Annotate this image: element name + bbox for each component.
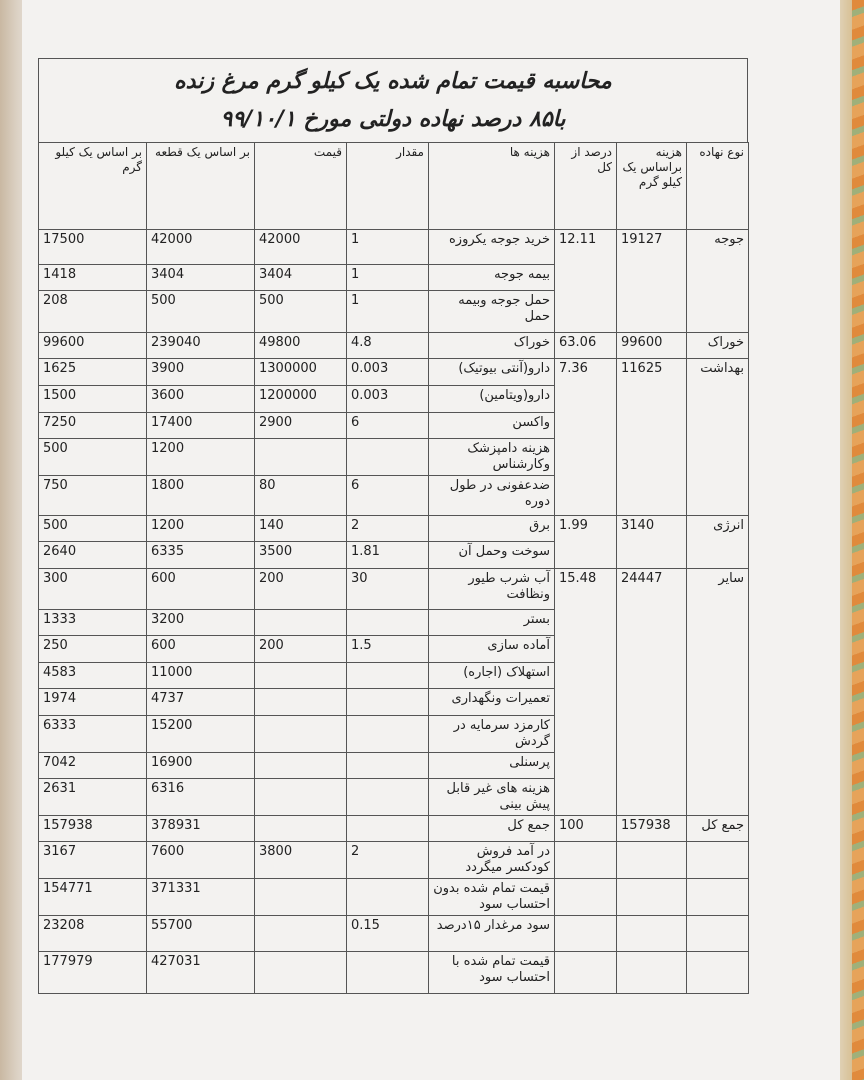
item-cell: استهلاک (اجاره)	[429, 663, 555, 689]
per-kg-cell: 99600	[39, 333, 147, 359]
header-per-kg: بر اساس یک کیلو گرم	[39, 143, 147, 230]
per-kg-cell: 7250	[39, 413, 147, 439]
background-fabric	[852, 0, 864, 1080]
per-kg-cell: 4583	[39, 663, 147, 689]
item-cell: پرسنلی	[429, 753, 555, 779]
per-piece-cell: 15200	[147, 716, 255, 753]
price-cell: 200	[255, 569, 347, 610]
per-piece-cell: 3900	[147, 359, 255, 386]
per-kg-cell: 6333	[39, 716, 147, 753]
item-cell: قیمت تمام شده بدون احتساب سود	[429, 879, 555, 916]
per-kg-cell: 3167	[39, 842, 147, 879]
per-kg-cell: 1500	[39, 386, 147, 413]
total-qty-cell	[347, 816, 429, 842]
per-kg-cell: 1625	[39, 359, 147, 386]
price-cell	[255, 610, 347, 636]
item-cell: خرید جوجه یکروزه	[429, 230, 555, 265]
empty-cell	[555, 916, 617, 952]
per-piece-cell: 239040	[147, 333, 255, 359]
header-qty: مقدار	[347, 143, 429, 230]
item-cell: تعمیرات ونگهداری	[429, 689, 555, 716]
qty-cell	[347, 879, 429, 916]
qty-cell: 1	[347, 265, 429, 291]
item-cell: بستر	[429, 610, 555, 636]
price-cell: 1200000	[255, 386, 347, 413]
qty-cell	[347, 663, 429, 689]
empty-cell	[687, 916, 749, 952]
per-kg-cell: 23208	[39, 916, 147, 952]
qty-cell	[347, 439, 429, 476]
per-piece-cell: 55700	[147, 916, 255, 952]
qty-cell: 1.81	[347, 542, 429, 569]
item-cell: حمل جوجه وبیمه حمل	[429, 291, 555, 333]
qty-cell	[347, 779, 429, 816]
price-cell	[255, 689, 347, 716]
empty-cell	[687, 842, 749, 879]
table-row	[39, 516, 749, 542]
title-box	[38, 58, 748, 143]
qty-cell: 6	[347, 413, 429, 439]
item-cell: در آمد فروش کودکسر میگردد	[429, 842, 555, 879]
empty-cell	[687, 879, 749, 916]
per-piece-cell: 600	[147, 569, 255, 610]
item-cell: دارو(ویتامین)	[429, 386, 555, 413]
empty-cell	[617, 842, 687, 879]
table-row	[39, 359, 749, 386]
per-piece-cell: 16900	[147, 753, 255, 779]
per-piece-cell: 600	[147, 636, 255, 663]
cost-sheet	[38, 58, 748, 1033]
price-cell: 3404	[255, 265, 347, 291]
per-kg-cell: 1974	[39, 689, 147, 716]
per-kg-cell: 250	[39, 636, 147, 663]
price-cell: 3800	[255, 842, 347, 879]
total-type-cell: جمع کل	[687, 816, 749, 842]
input-type-cell: جوجه	[687, 230, 749, 333]
per-kg-cell: 500	[39, 516, 147, 542]
item-cell: بیمه جوجه	[429, 265, 555, 291]
item-cell: هزینه دامپزشک وکارشناس	[429, 439, 555, 476]
table-row	[39, 333, 749, 359]
empty-cell	[617, 879, 687, 916]
per-piece-cell: 6316	[147, 779, 255, 816]
empty-cell	[555, 879, 617, 916]
header-cost-per-kg: هزینه براساس یک کیلو گرم	[617, 143, 687, 230]
qty-cell: 2	[347, 516, 429, 542]
per-kg-cell: 300	[39, 569, 147, 610]
price-cell: 80	[255, 476, 347, 516]
percent-cell: 63.06	[555, 333, 617, 359]
input-type-cell: بهداشت	[687, 359, 749, 516]
table-row	[39, 569, 749, 610]
price-cell: 2900	[255, 413, 347, 439]
per-piece-cell: 6335	[147, 542, 255, 569]
summary-row	[39, 879, 749, 916]
item-cell: قیمت تمام شده با احتساب سود	[429, 952, 555, 994]
header-per-piece: بر اساس یک قطعه	[147, 143, 255, 230]
item-cell: آماده سازی	[429, 636, 555, 663]
per-piece-cell: 1200	[147, 516, 255, 542]
cost-per-kg-cell: 19127	[617, 230, 687, 333]
price-cell: 49800	[255, 333, 347, 359]
per-piece-cell: 427031	[147, 952, 255, 994]
qty-cell: 1.5	[347, 636, 429, 663]
empty-cell	[555, 952, 617, 994]
empty-cell	[617, 952, 687, 994]
cost-per-kg-cell: 3140	[617, 516, 687, 569]
header-type: نوع نهاده	[687, 143, 749, 230]
price-cell	[255, 952, 347, 994]
price-cell: 140	[255, 516, 347, 542]
input-type-cell: سایر	[687, 569, 749, 816]
empty-cell	[687, 952, 749, 994]
per-piece-cell: 3200	[147, 610, 255, 636]
header-item: هزینه ها	[429, 143, 555, 230]
per-piece-cell: 3600	[147, 386, 255, 413]
qty-cell	[347, 689, 429, 716]
per-piece-cell: 1800	[147, 476, 255, 516]
qty-cell: 1	[347, 291, 429, 333]
total-item-cell: جمع کل	[429, 816, 555, 842]
per-kg-cell: 17500	[39, 230, 147, 265]
summary-row	[39, 916, 749, 952]
qty-cell: 0.003	[347, 386, 429, 413]
item-cell: خوراک	[429, 333, 555, 359]
input-type-cell: خوراک	[687, 333, 749, 359]
item-cell: واکسن	[429, 413, 555, 439]
price-cell	[255, 753, 347, 779]
qty-cell: 6	[347, 476, 429, 516]
percent-cell: 1.99	[555, 516, 617, 569]
per-piece-cell: 4737	[147, 689, 255, 716]
percent-cell: 12.11	[555, 230, 617, 333]
per-piece-cell: 11000	[147, 663, 255, 689]
qty-cell: 0.003	[347, 359, 429, 386]
qty-cell: 4.8	[347, 333, 429, 359]
item-cell: برق	[429, 516, 555, 542]
qty-cell	[347, 610, 429, 636]
per-piece-cell: 3404	[147, 265, 255, 291]
per-kg-cell: 177979	[39, 952, 147, 994]
input-type-cell: انرژی	[687, 516, 749, 569]
cost-per-kg-cell: 11625	[617, 359, 687, 516]
price-cell: 3500	[255, 542, 347, 569]
summary-row	[39, 842, 749, 879]
per-piece-cell: 42000	[147, 230, 255, 265]
total-cost-cell: 157938	[617, 816, 687, 842]
header-percent: درصد از کل	[555, 143, 617, 230]
percent-cell: 7.36	[555, 359, 617, 516]
per-kg-cell: 208	[39, 291, 147, 333]
price-cell: 500	[255, 291, 347, 333]
empty-cell	[555, 842, 617, 879]
per-piece-cell: 7600	[147, 842, 255, 879]
price-cell	[255, 439, 347, 476]
per-kg-cell: 154771	[39, 879, 147, 916]
qty-cell: 30	[347, 569, 429, 610]
item-cell: هزینه های غیر قابل پیش بینی	[429, 779, 555, 816]
per-piece-cell: 371331	[147, 879, 255, 916]
qty-cell: 1	[347, 230, 429, 265]
header-row	[39, 143, 749, 230]
total-row	[39, 816, 749, 842]
total-price-cell	[255, 816, 347, 842]
per-kg-cell: 750	[39, 476, 147, 516]
summary-row	[39, 952, 749, 994]
header-price: قیمت	[255, 143, 347, 230]
item-cell: آب شرب طیور ونظافت	[429, 569, 555, 610]
title-line-2: با۸۵ درصد نهاده دولتی مورخ ۹۹/۱۰/۱	[220, 107, 566, 132]
item-cell: ضدعفونی در طول دوره	[429, 476, 555, 516]
price-cell	[255, 716, 347, 753]
percent-cell: 15.48	[555, 569, 617, 816]
item-cell: دارو(آنتی بیوتیک)	[429, 359, 555, 386]
item-cell: سود مرغدار ۱۵درصد	[429, 916, 555, 952]
qty-cell: 2	[347, 842, 429, 879]
qty-cell	[347, 753, 429, 779]
table-row	[39, 230, 749, 265]
qty-cell: 0.15	[347, 916, 429, 952]
per-kg-cell: 7042	[39, 753, 147, 779]
item-cell: کارمزد سرمایه در گردش	[429, 716, 555, 753]
price-cell: 200	[255, 636, 347, 663]
per-kg-cell: 1333	[39, 610, 147, 636]
total-per-kg-cell: 157938	[39, 816, 147, 842]
price-cell	[255, 779, 347, 816]
qty-cell	[347, 952, 429, 994]
per-kg-cell: 1418	[39, 265, 147, 291]
total-per-piece-cell: 378931	[147, 816, 255, 842]
per-piece-cell: 17400	[147, 413, 255, 439]
price-cell	[255, 916, 347, 952]
per-kg-cell: 2640	[39, 542, 147, 569]
per-kg-cell: 2631	[39, 779, 147, 816]
empty-cell	[617, 916, 687, 952]
qty-cell	[347, 716, 429, 753]
cost-per-kg-cell: 24447	[617, 569, 687, 816]
per-piece-cell: 500	[147, 291, 255, 333]
cost-table	[38, 142, 749, 994]
price-cell	[255, 879, 347, 916]
per-piece-cell: 1200	[147, 439, 255, 476]
price-cell	[255, 663, 347, 689]
price-cell: 42000	[255, 230, 347, 265]
price-cell: 1300000	[255, 359, 347, 386]
cost-per-kg-cell: 99600	[617, 333, 687, 359]
total-percent-cell: 100	[555, 816, 617, 842]
title-line-1: محاسبه قیمت تمام شده یک کیلو گرم مرغ زنده	[174, 69, 612, 94]
per-kg-cell: 500	[39, 439, 147, 476]
item-cell: سوخت وحمل آن	[429, 542, 555, 569]
